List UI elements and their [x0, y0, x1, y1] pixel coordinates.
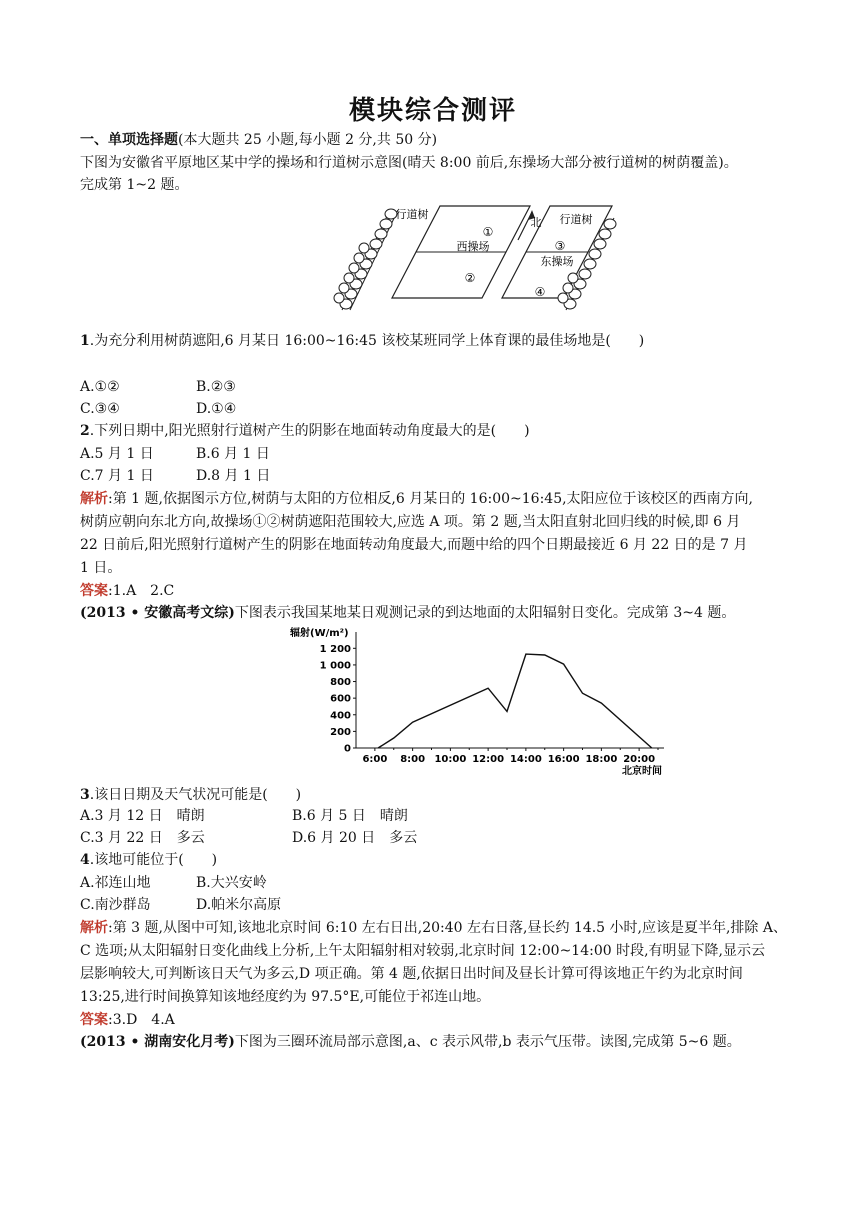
option-d: D.①④: [196, 401, 237, 417]
option-c: C.③④: [80, 401, 120, 417]
option-a: A.祁连山地: [80, 875, 151, 891]
answer-1: [80, 581, 174, 601]
option-c: C.7 月 1 日: [80, 468, 154, 484]
option-c: C.南沙群岛: [80, 897, 151, 913]
y-tick-label: 600: [330, 693, 351, 705]
question-number: 1: [80, 333, 90, 349]
option-a: A.5 月 1 日: [80, 446, 154, 462]
question-text: .下列日期中,阳光照射行道树产生的阴影在地面转动角度最大的是( ): [89, 423, 530, 439]
analysis-2-line1: [80, 918, 787, 938]
q1-options-row1: [80, 377, 236, 397]
answer-text: :1.A 2.C: [108, 583, 175, 599]
question-2: [80, 421, 530, 441]
tree-label-right: 行道树: [559, 213, 593, 226]
question-number: 4: [80, 852, 90, 868]
mark-1: ①: [482, 225, 494, 239]
intro1-line1: 下图为安徽省平原地区某中学的操场和行道树示意图(晴天 8:00 前后,东操场大部分被行道树的树荫覆盖)。: [80, 155, 738, 171]
answer-label: 答案: [80, 1012, 108, 1028]
section-heading: [80, 130, 437, 150]
y-tick-label: 1 200: [319, 643, 351, 655]
question-number: 2: [80, 423, 90, 439]
analysis-1-line3: 22 日前后,阳光照射行道树产生的阴影在地面转动角度最大,而题中给的四个日期最接近 6 月 22 日的是 7 月: [80, 537, 748, 553]
analysis-2-line3: 层影响较大,可判断该日天气为多云,D 项正确。第 4 题,依据日出时间及昼长计算可得该地正午约为北京时间: [80, 966, 743, 982]
section-number: 一、: [80, 132, 108, 148]
option-b: B.6 月 5 日 晴朗: [292, 808, 408, 824]
intro1-line2: 完成第 1~2 题。: [80, 177, 189, 193]
x-tick-label: 10:00: [434, 754, 467, 765]
answer-label: 答案: [80, 583, 108, 599]
radiation-line: [378, 654, 652, 748]
solar-radiation-chart: [286, 622, 676, 778]
x-tick-label: 14:00: [509, 754, 542, 765]
x-tick-label: 6:00: [362, 754, 388, 765]
question-number: 3: [80, 787, 90, 803]
intro2: [80, 603, 735, 623]
option-b: B.②③: [196, 379, 236, 395]
analysis-2-line2: C 选项;从太阳辐射日变化曲线上分析,上午太阳辐射相对较弱,北京时间 12:00~14:00 时段,有明显下降,显示云: [80, 943, 765, 959]
answer-text: :3.D 4.A: [108, 1012, 175, 1028]
tree-label-left: 行道树: [395, 208, 429, 221]
q3-options-row1: [80, 806, 408, 826]
q2-options-row2: [80, 466, 270, 486]
intro-text: 下图表示我国某地某日观测记录的到达地面的太阳辐射日变化。完成第 3~4 题。: [234, 605, 736, 621]
west-field-label: 西操场: [456, 240, 490, 253]
intro-text: 下图为三圈环流局部示意图,a、c 表示风带,b 表示气压带。读图,完成第 5~6 题。: [234, 1034, 741, 1050]
q2-options-row1: [80, 444, 270, 464]
option-b: B.6 月 1 日: [196, 446, 270, 462]
x-tick-label: 8:00: [400, 754, 426, 765]
east-field-label: 东操场: [540, 255, 574, 268]
question-text: .该日日期及天气状况可能是( ): [89, 787, 302, 803]
x-tick-label: 12:00: [472, 754, 505, 765]
analysis-label: 解析: [80, 491, 108, 507]
mark-3: ③: [554, 239, 566, 253]
answer-2: [80, 1010, 175, 1030]
question-1: [80, 331, 644, 351]
mark-2: ②: [464, 271, 476, 285]
x-axis-label: 北京时间: [622, 766, 662, 777]
question-4: [80, 850, 217, 870]
page-title: 模块综合测评: [348, 96, 517, 126]
analysis-label: 解析: [80, 920, 108, 936]
north-label: 北: [530, 216, 542, 229]
option-d: D.6 月 20 日 多云: [292, 830, 418, 846]
analysis-text: :第 1 题,依据图示方位,树荫与太阳的方位相反,6 月某日的 16:00~16:45,太阳应位于该校区的西南方向,: [108, 491, 754, 507]
analysis-1-line1: [80, 489, 753, 509]
x-tick-label: 16:00: [547, 754, 580, 765]
source: (2013 • 安徽高考文综): [80, 605, 235, 621]
left-tree-row: [334, 209, 398, 310]
x-tick-label: 20:00: [623, 754, 656, 765]
option-d: D.帕米尔高原: [196, 897, 282, 913]
analysis-1-line2: 树荫应朝向东北方向,故操场①②树荫遮阳范围较大,应选 A 项。第 2 题,当太阳直射北回归线的时候,即 6 月: [80, 514, 741, 530]
source: (2013 • 湖南安化月考): [80, 1034, 235, 1050]
mark-4: ④: [534, 285, 546, 299]
q4-options-row2: [80, 895, 281, 915]
option-c: C.3 月 22 日 多云: [80, 830, 205, 846]
playground-diagram: [330, 198, 620, 314]
q1-options-row2: [80, 399, 236, 419]
question-text: .该地可能位于( ): [89, 852, 218, 868]
y-tick-label: 0: [344, 743, 351, 755]
analysis-1-line4: 1 日。: [80, 560, 122, 576]
option-d: D.8 月 1 日: [196, 468, 271, 484]
y-tick-label: 800: [330, 677, 351, 689]
y-tick-label: 200: [330, 726, 351, 738]
q4-options-row1: [80, 873, 267, 893]
y-axis-label: 辐射(W/m²): [290, 628, 349, 639]
x-tick-label: 18:00: [585, 754, 618, 765]
y-tick-label: 1 000: [319, 660, 351, 672]
option-a: A.3 月 12 日 晴朗: [80, 808, 205, 824]
section-note: (本大题共 25 小题,每小题 2 分,共 50 分): [178, 132, 438, 148]
question-text: .为充分利用树荫遮阳,6 月某日 16:00~16:45 该校某班同学上体育课的最佳场地是( ): [89, 333, 645, 349]
q3-options-row2: [80, 828, 417, 848]
section-name: 单项选择题: [108, 132, 178, 148]
option-b: B.大兴安岭: [196, 875, 267, 891]
analysis-text: :第 3 题,从图中可知,该地北京时间 6:10 左右日出,20:40 左右日落,昼长约 14.5 小时,应该是夏半年,排除 A、: [108, 920, 787, 936]
intro3: [80, 1032, 741, 1052]
y-tick-label: 400: [330, 710, 351, 722]
option-a: A.①②: [80, 379, 120, 395]
analysis-2-line4: 13:25,进行时间换算知该地经度约为 97.5°E,可能位于祁连山地。: [80, 989, 491, 1005]
question-3: [80, 785, 301, 805]
